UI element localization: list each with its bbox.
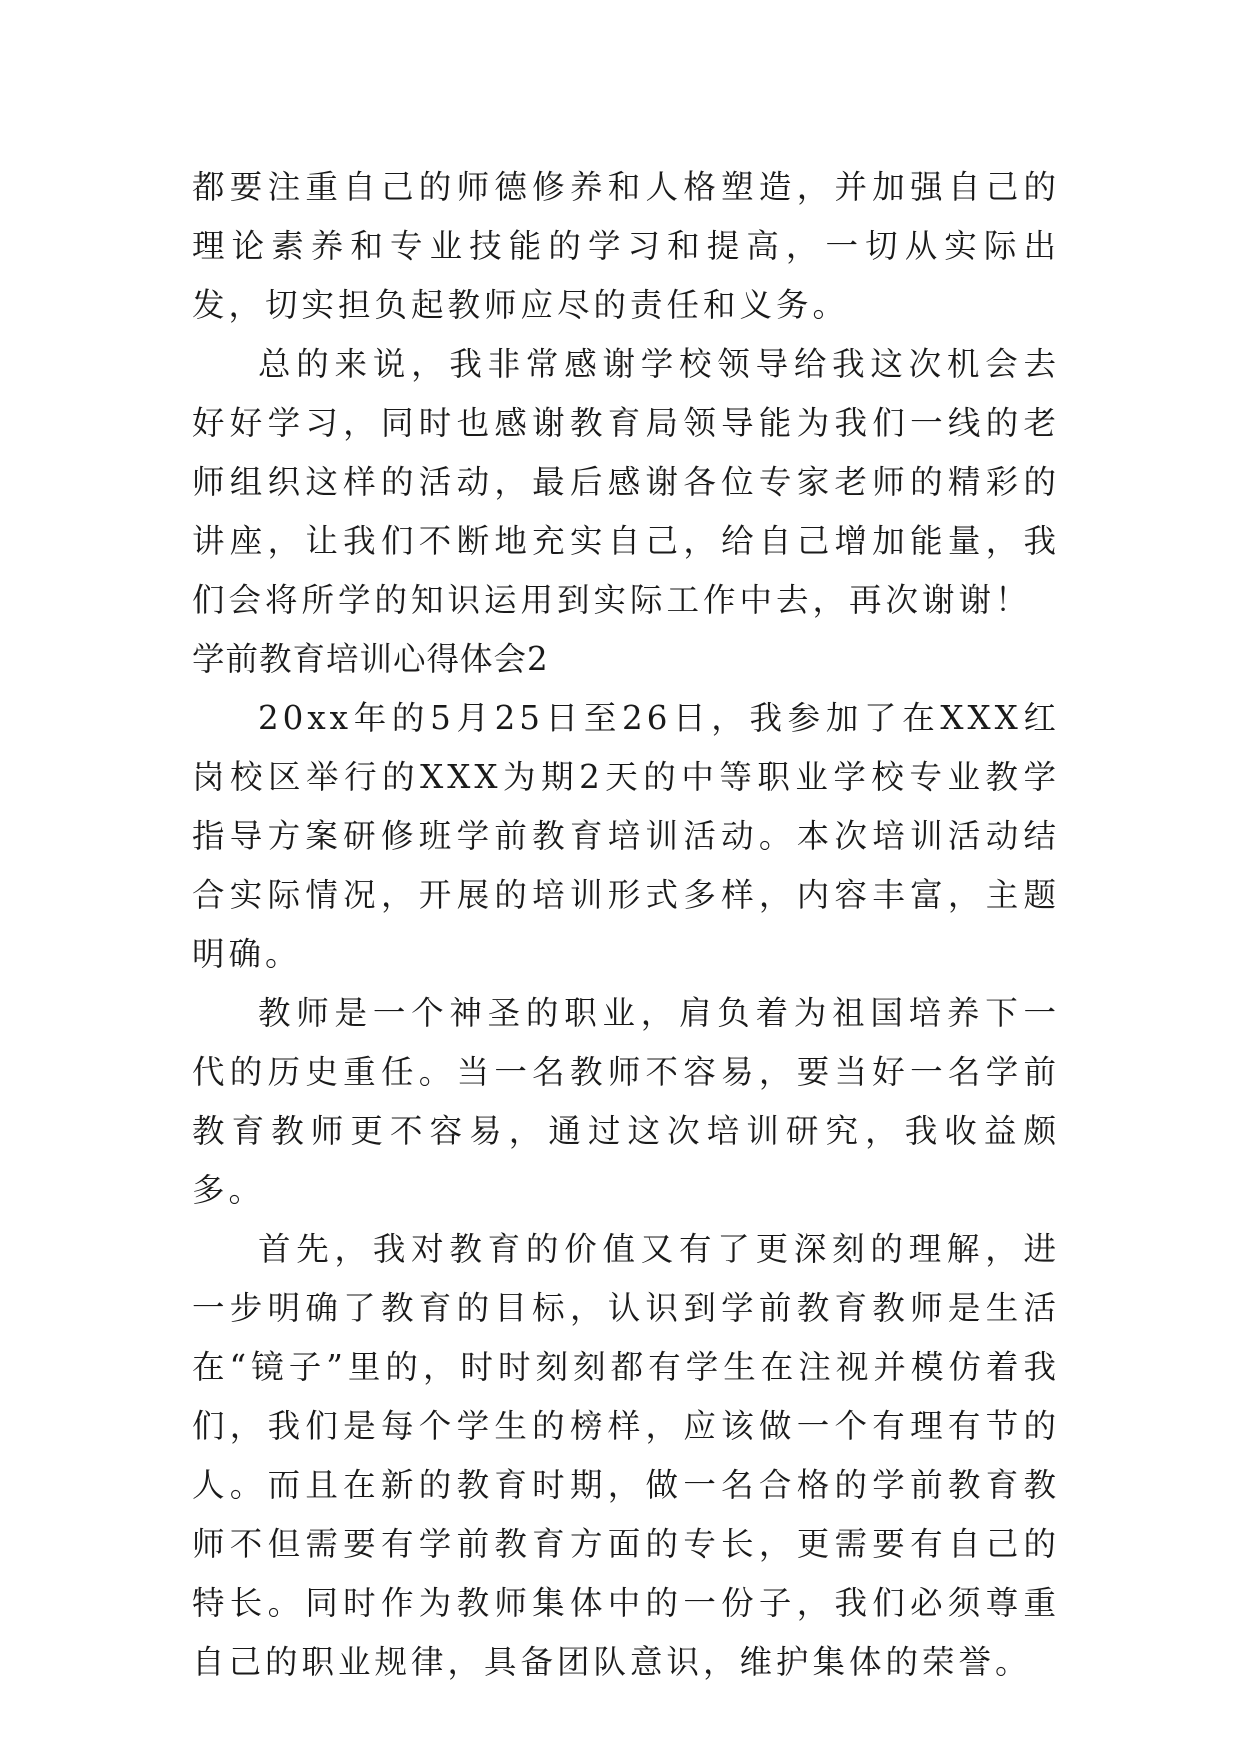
section-heading: 学前教育培训心得体会2 [192,640,549,678]
body-paragraph: 首先，我对教育的价值又有了更深刻的理解，进一步明确了教育的目标，认识到学前教育教师是生活在“镜子”里的，时时刻刻都有学生在注视并模仿着我们，我们是每个学生的榜样，应该做一个有理有节的人。而且在新的教育时期，做一名合格的学前教育教师不但需要有学前教育方面的专长，更需要有自己的特长。同时作为教师集体中的一份子，我们必须尊重自己的职业规律，具备团队意识，维护集体的荣誉。 [192,1230,1060,1681]
body-paragraph: 教师是一个神圣的职业，肩负着为祖国培养下一代的历史重任。当一名教师不容易，要当好一名学前教育教师更不容易，通过这次培训研究，我收益颇多。 [192,994,1060,1209]
document-page [192,158,1060,1692]
body-paragraph: 总的来说，我非常感谢学校领导给我这次机会去好好学习，同时也感谢教育局领导能为我们一线的老师组织这样的活动，最后感谢各位专家老师的精彩的讲座，让我们不断地充实自己，给自己增加能量，我们会将所学的知识运用到实际工作中去，再次谢谢！ [192,345,1060,619]
body-paragraph: 都要注重自己的师德修养和人格塑造，并加强自己的理论素养和专业技能的学习和提高，一切从实际出发，切实担负起教师应尽的责任和义务。 [192,168,1060,324]
body-paragraph: 20xx年的5月25日至26日，我参加了在XXX红岗校区举行的XXX为期2天的中等职业学校专业教学指导方案研修班学前教育培训活动。本次培训活动结合实际情况，开展的培训形式多样，内容丰富，主题明确。 [192,699,1060,973]
